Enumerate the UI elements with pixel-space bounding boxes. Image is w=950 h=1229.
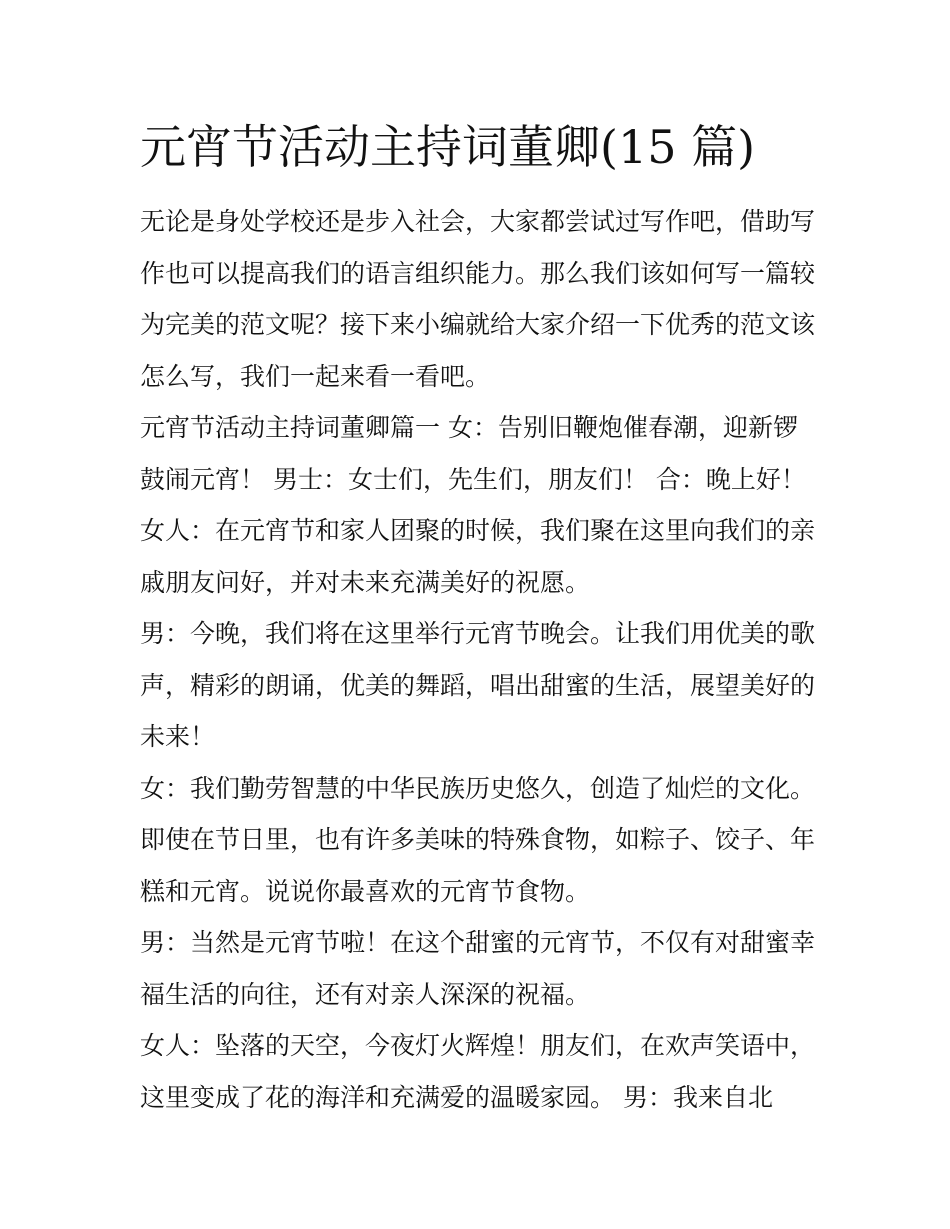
body-line: 无论是身处学校还是步入社会，大家都尝试过写作吧，借助写: [140, 207, 816, 236]
body-line: 未来！: [140, 722, 216, 751]
body-line: 声，精彩的朗诵，优美的舞蹈，唱出甜蜜的生活，展望美好的: [140, 670, 816, 700]
body-line: 鼓闹元宵！ 男士：女士们，先生们，朋友们！ 合：晚上好！: [140, 464, 806, 494]
body-line: 女人：在元宵节和家人团聚的时候，我们聚在这里向我们的亲: [140, 516, 816, 545]
body-line: 怎么写，我们一起来看一看吧。: [140, 361, 491, 391]
body-line: 这里变成了花的海洋和充满爱的温暖家园。 男：我来自北: [140, 1082, 773, 1112]
body-line: 男：当然是元宵节啦！在这个甜蜜的元宵节，不仅有对甜蜜幸: [140, 928, 816, 957]
body-line: 元宵节活动主持词董卿篇一 女：告别旧鞭炮催春潮，迎新锣: [140, 413, 798, 442]
body-line: 为完美的范文呢？接下来小编就给大家介绍一下优秀的范文该: [140, 310, 816, 339]
body-line: 糕和元宵。说说你最喜欢的元宵节食物。: [140, 876, 591, 906]
page-title: 元宵节活动主持词董卿(15 篇): [140, 120, 756, 174]
body-line: 女人：坠落的天空，今夜灯火辉煌！朋友们，在欢声笑语中，: [140, 1031, 816, 1060]
body-line: 男：今晚，我们将在这里举行元宵节晚会。让我们用优美的歌: [140, 619, 816, 648]
document-body: [140, 196, 830, 1123]
body-line: 女：我们勤劳智慧的中华民族历史悠久，创造了灿烂的文化。: [140, 773, 816, 803]
body-line: 福生活的向往，还有对亲人深深的祝福。: [140, 979, 591, 1009]
body-line: 戚朋友问好，并对未来充满美好的祝愿。: [140, 567, 591, 597]
body-line: 即使在节日里，也有许多美味的特殊食物，如粽子、饺子、年: [140, 825, 816, 854]
body-line: 作也可以提高我们的语言组织能力。那么我们该如何写一篇较: [140, 258, 816, 288]
